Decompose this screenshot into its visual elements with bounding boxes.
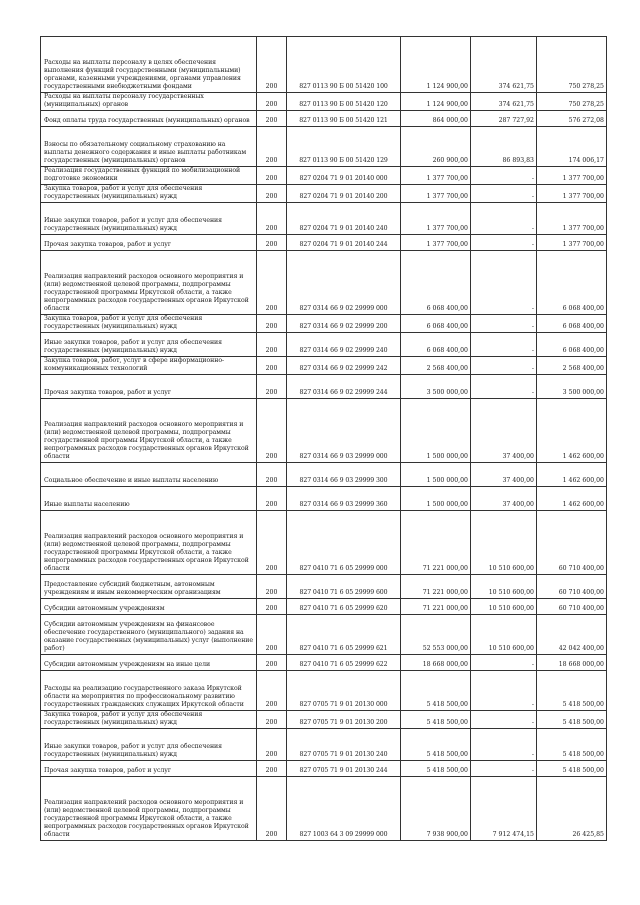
row-approved-amount: 7 938 900,00	[401, 777, 471, 841]
row-approved-amount: 6 068 400,00	[401, 333, 471, 357]
row-budget-code: 827 0705 71 9 01 20130 200	[287, 711, 401, 729]
table-row	[41, 127, 607, 167]
row-budget-code: 827 0314 66 9 02 29999 244	[287, 375, 401, 399]
row-approved-amount: 71 221 000,00	[401, 575, 471, 599]
row-executed-amount: 37 400,00	[471, 463, 537, 487]
table-row	[41, 711, 607, 729]
row-name: Реализация направлений расходов основного мероприятия и (или) ведомственной целевой программы, подпрограммы государственной программы Иркутской области, а также непрограммных расходов государственных органов Иркутской области	[41, 777, 257, 841]
row-name: Субсидии автономным учреждениям на иные цели	[41, 655, 257, 671]
row-name: Субсидии автономным учреждениям	[41, 599, 257, 615]
row-name: Реализация направлений расходов основного мероприятия и (или) ведомственной целевой программы, подпрограммы государственной программы Иркутской области, а также непрограммных расходов государственных органов Иркутской области	[41, 251, 257, 315]
row-remainder-amount: 5 418 500,00	[537, 761, 607, 777]
row-executed-amount: 287 727,92	[471, 111, 537, 127]
row-name: Реализация государственных функций по мобилизационной подготовке экономики	[41, 167, 257, 185]
row-executed-amount: 10 510 600,00	[471, 511, 537, 575]
expenditure-table	[40, 36, 607, 841]
row-line-code: 200	[257, 671, 287, 711]
row-executed-amount: -	[471, 251, 537, 315]
row-budget-code: 827 0314 66 9 02 29999 200	[287, 315, 401, 333]
row-remainder-amount: 2 568 400,00	[537, 357, 607, 375]
row-name: Взносы по обязательному социальному страхованию на выплаты денежного содержания и иные выплаты работникам государственных (муниципальных) органов	[41, 127, 257, 167]
row-remainder-amount: 750 278,25	[537, 37, 607, 93]
row-executed-amount: -	[471, 357, 537, 375]
row-remainder-amount: 750 278,25	[537, 93, 607, 111]
row-budget-code: 827 0410 71 6 05 29999 622	[287, 655, 401, 671]
table-row	[41, 487, 607, 511]
row-approved-amount: 5 418 500,00	[401, 729, 471, 761]
row-executed-amount: -	[471, 315, 537, 333]
row-line-code: 200	[257, 599, 287, 615]
table-row	[41, 761, 607, 777]
row-executed-amount: 10 510 600,00	[471, 599, 537, 615]
row-remainder-amount: 6 068 400,00	[537, 251, 607, 315]
row-name: Закупка товаров, работ и услуг для обеспечения государственных (муниципальных) нужд	[41, 711, 257, 729]
row-remainder-amount: 26 425,85	[537, 777, 607, 841]
table-row	[41, 729, 607, 761]
table-row	[41, 655, 607, 671]
row-line-code: 200	[257, 127, 287, 167]
row-approved-amount: 71 221 000,00	[401, 599, 471, 615]
table-row	[41, 93, 607, 111]
row-budget-code: 827 0204 71 9 01 20140 000	[287, 167, 401, 185]
row-line-code: 200	[257, 761, 287, 777]
row-budget-code: 827 0204 71 9 01 20140 200	[287, 185, 401, 203]
table-row	[41, 251, 607, 315]
row-line-code: 200	[257, 333, 287, 357]
row-budget-code: 827 0705 71 9 01 20130 000	[287, 671, 401, 711]
row-executed-amount: 10 510 600,00	[471, 615, 537, 655]
table-row	[41, 671, 607, 711]
row-approved-amount: 864 000,00	[401, 111, 471, 127]
row-remainder-amount: 1 377 700,00	[537, 185, 607, 203]
row-approved-amount: 18 668 000,00	[401, 655, 471, 671]
table-row	[41, 203, 607, 235]
row-remainder-amount: 60 710 400,00	[537, 575, 607, 599]
row-budget-code: 827 0113 90 Б 00 51420 121	[287, 111, 401, 127]
row-executed-amount: 374 621,75	[471, 37, 537, 93]
row-remainder-amount: 60 710 400,00	[537, 511, 607, 575]
table-row	[41, 37, 607, 93]
row-approved-amount: 5 418 500,00	[401, 671, 471, 711]
row-budget-code: 827 0314 66 9 02 29999 000	[287, 251, 401, 315]
row-executed-amount: -	[471, 375, 537, 399]
row-line-code: 200	[257, 315, 287, 333]
row-approved-amount: 5 418 500,00	[401, 711, 471, 729]
table-row	[41, 777, 607, 841]
row-name: Расходы на реализацию государственного заказа Иркутской области на мероприятия по профессиональному развитию государственных гражданских служащих Иркутской области	[41, 671, 257, 711]
row-approved-amount: 5 418 500,00	[401, 761, 471, 777]
row-budget-code: 827 0113 90 Б 00 51420 100	[287, 37, 401, 93]
row-name: Прочая закупка товаров, работ и услуг	[41, 235, 257, 251]
row-budget-code: 827 0314 66 9 03 29999 300	[287, 463, 401, 487]
row-approved-amount: 1 377 700,00	[401, 203, 471, 235]
row-remainder-amount: 1 377 700,00	[537, 167, 607, 185]
row-executed-amount: -	[471, 203, 537, 235]
row-executed-amount: -	[471, 333, 537, 357]
table-row	[41, 185, 607, 203]
report-sheet	[40, 36, 606, 841]
row-line-code: 200	[257, 251, 287, 315]
row-name: Закупка товаров, работ, услуг в сфере информационно-коммуникационных технологий	[41, 357, 257, 375]
row-budget-code: 827 0314 66 9 03 29999 360	[287, 487, 401, 511]
row-budget-code: 827 0705 71 9 01 20130 240	[287, 729, 401, 761]
row-line-code: 200	[257, 111, 287, 127]
row-executed-amount: 37 400,00	[471, 399, 537, 463]
row-executed-amount: -	[471, 671, 537, 711]
row-executed-amount: -	[471, 185, 537, 203]
row-executed-amount: -	[471, 167, 537, 185]
row-remainder-amount: 1 377 700,00	[537, 203, 607, 235]
table-row	[41, 111, 607, 127]
row-name: Иные закупки товаров, работ и услуг для обеспечения государственных (муниципальных) нужд	[41, 203, 257, 235]
row-name: Субсидии автономным учреждениям на финансовое обеспечение государственного (муниципального) задания на оказание государственных (муниципальных) услуг (выполнение работ)	[41, 615, 257, 655]
row-remainder-amount: 60 710 400,00	[537, 599, 607, 615]
row-name: Иные выплаты населению	[41, 487, 257, 511]
row-approved-amount: 1 500 000,00	[401, 463, 471, 487]
row-line-code: 200	[257, 487, 287, 511]
row-executed-amount: -	[471, 761, 537, 777]
row-line-code: 200	[257, 777, 287, 841]
row-line-code: 200	[257, 511, 287, 575]
table-row	[41, 575, 607, 599]
row-budget-code: 827 0113 90 Б 00 51420 120	[287, 93, 401, 111]
row-name: Социальное обеспечение и иные выплаты населению	[41, 463, 257, 487]
table-row	[41, 399, 607, 463]
row-executed-amount: 37 400,00	[471, 487, 537, 511]
row-executed-amount: -	[471, 655, 537, 671]
row-remainder-amount: 1 462 600,00	[537, 487, 607, 511]
row-budget-code: 827 1003 64 3 09 29999 000	[287, 777, 401, 841]
row-approved-amount: 1 124 900,00	[401, 37, 471, 93]
row-budget-code: 827 0314 66 9 02 29999 240	[287, 333, 401, 357]
row-approved-amount: 71 221 000,00	[401, 511, 471, 575]
table-row	[41, 615, 607, 655]
row-remainder-amount: 5 418 500,00	[537, 711, 607, 729]
row-line-code: 200	[257, 575, 287, 599]
row-remainder-amount: 5 418 500,00	[537, 671, 607, 711]
row-remainder-amount: 5 418 500,00	[537, 729, 607, 761]
row-remainder-amount: 18 668 000,00	[537, 655, 607, 671]
row-remainder-amount: 174 006,17	[537, 127, 607, 167]
row-executed-amount: 86 893,83	[471, 127, 537, 167]
row-budget-code: 827 0204 71 9 01 20140 244	[287, 235, 401, 251]
row-line-code: 200	[257, 357, 287, 375]
row-approved-amount: 1 377 700,00	[401, 185, 471, 203]
row-name: Расходы на выплаты персоналу в целях обеспечения выполнения функций государственными (муниципальными) органами, казенными учреждениями, органами управления государственными внебюджетными фондами	[41, 37, 257, 93]
row-approved-amount: 1 500 000,00	[401, 487, 471, 511]
row-line-code: 200	[257, 375, 287, 399]
row-executed-amount: 10 510 600,00	[471, 575, 537, 599]
row-executed-amount: 7 912 474,15	[471, 777, 537, 841]
row-approved-amount: 1 500 000,00	[401, 399, 471, 463]
row-name: Фонд оплаты труда государственных (муниципальных) органов	[41, 111, 257, 127]
table-row	[41, 511, 607, 575]
row-remainder-amount: 576 272,08	[537, 111, 607, 127]
row-line-code: 200	[257, 463, 287, 487]
row-executed-amount: -	[471, 235, 537, 251]
expenditure-table-body	[41, 37, 607, 841]
row-name: Расходы на выплаты персоналу государственных (муниципальных) органов	[41, 93, 257, 111]
row-approved-amount: 6 068 400,00	[401, 315, 471, 333]
row-approved-amount: 1 377 700,00	[401, 235, 471, 251]
row-name: Предоставление субсидий бюджетным, автономным учреждениям и иным некоммерческим организациям	[41, 575, 257, 599]
row-approved-amount: 1 377 700,00	[401, 167, 471, 185]
row-budget-code: 827 0204 71 9 01 20140 240	[287, 203, 401, 235]
row-line-code: 200	[257, 729, 287, 761]
row-name: Реализация направлений расходов основного мероприятия и (или) ведомственной целевой программы, подпрограммы государственной программы Иркутской области, а также непрограммных расходов государственных органов Иркутской области	[41, 399, 257, 463]
row-name: Реализация направлений расходов основного мероприятия и (или) ведомственной целевой программы, подпрограммы государственной программы Иркутской области, а также непрограммных расходов государственных органов Иркутской области	[41, 511, 257, 575]
row-line-code: 200	[257, 203, 287, 235]
row-remainder-amount: 6 068 400,00	[537, 315, 607, 333]
row-budget-code: 827 0314 66 9 02 29999 242	[287, 357, 401, 375]
row-budget-code: 827 0410 71 6 05 29999 000	[287, 511, 401, 575]
row-remainder-amount: 1 377 700,00	[537, 235, 607, 251]
row-remainder-amount: 42 042 400,00	[537, 615, 607, 655]
row-executed-amount: 374 621,75	[471, 93, 537, 111]
row-remainder-amount: 6 068 400,00	[537, 333, 607, 357]
row-remainder-amount: 1 462 600,00	[537, 463, 607, 487]
row-budget-code: 827 0410 71 6 05 29999 621	[287, 615, 401, 655]
table-row	[41, 333, 607, 357]
row-budget-code: 827 0410 71 6 05 29999 600	[287, 575, 401, 599]
row-remainder-amount: 1 462 600,00	[537, 399, 607, 463]
row-budget-code: 827 0314 66 9 03 29999 000	[287, 399, 401, 463]
row-remainder-amount: 3 500 000,00	[537, 375, 607, 399]
row-executed-amount: -	[471, 729, 537, 761]
row-name: Закупка товаров, работ и услуг для обеспечения государственных (муниципальных) нужд	[41, 315, 257, 333]
row-budget-code: 827 0705 71 9 01 20130 244	[287, 761, 401, 777]
row-line-code: 200	[257, 615, 287, 655]
row-name: Закупка товаров, работ и услуг для обеспечения государственных (муниципальных) нужд	[41, 185, 257, 203]
row-line-code: 200	[257, 235, 287, 251]
row-approved-amount: 6 068 400,00	[401, 251, 471, 315]
row-line-code: 200	[257, 655, 287, 671]
row-name: Прочая закупка товаров, работ и услуг	[41, 761, 257, 777]
row-line-code: 200	[257, 37, 287, 93]
row-approved-amount: 52 553 000,00	[401, 615, 471, 655]
row-approved-amount: 2 568 400,00	[401, 357, 471, 375]
row-name: Иные закупки товаров, работ и услуг для обеспечения государственных (муниципальных) нужд	[41, 333, 257, 357]
row-line-code: 200	[257, 185, 287, 203]
row-budget-code: 827 0113 90 Б 00 51420 129	[287, 127, 401, 167]
row-executed-amount: -	[471, 711, 537, 729]
row-budget-code: 827 0410 71 6 05 29999 620	[287, 599, 401, 615]
row-approved-amount: 260 900,00	[401, 127, 471, 167]
row-line-code: 200	[257, 399, 287, 463]
row-approved-amount: 3 500 000,00	[401, 375, 471, 399]
table-row	[41, 599, 607, 615]
table-row	[41, 463, 607, 487]
row-name: Иные закупки товаров, работ и услуг для обеспечения государственных (муниципальных) нужд	[41, 729, 257, 761]
table-row	[41, 375, 607, 399]
row-approved-amount: 1 124 900,00	[401, 93, 471, 111]
table-row	[41, 167, 607, 185]
row-line-code: 200	[257, 711, 287, 729]
table-row	[41, 235, 607, 251]
table-row	[41, 357, 607, 375]
table-row	[41, 315, 607, 333]
row-line-code: 200	[257, 93, 287, 111]
row-name: Прочая закупка товаров, работ и услуг	[41, 375, 257, 399]
row-line-code: 200	[257, 167, 287, 185]
